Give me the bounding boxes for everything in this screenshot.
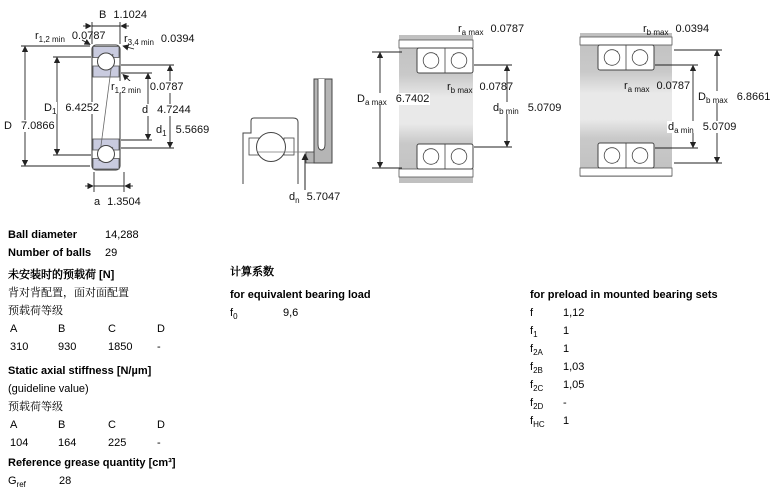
grease-title: Reference grease quantity [cm³] — [8, 457, 176, 469]
spec-column-middle — [230, 263, 430, 322]
dim-label-r34: $r_{3,4 min}$ 0.0394 — [124, 33, 195, 47]
factor-row-fHC — [530, 412, 770, 430]
factor-symbol: $f_{2B}$ — [530, 361, 543, 375]
number-of-balls-label: Number of balls — [8, 247, 92, 259]
factor-symbol: $f_{2D}$ — [530, 397, 544, 411]
dim-label-D: D 7.0866 — [4, 120, 55, 132]
factor-row-f0 — [230, 304, 430, 322]
preload-class-label: 预载荷等级 — [8, 305, 63, 317]
factor-row-f2C — [530, 376, 770, 394]
preload-table-header — [8, 320, 226, 338]
value-cell: 225 — [108, 437, 127, 449]
ball-diameter-label: Ball diameter — [8, 229, 78, 241]
dim-label-ra-max-2: $r_{a max}$ 0.0787 — [624, 80, 691, 94]
dim-label-a: a 1.3504 — [94, 196, 141, 208]
preload-table-values — [8, 338, 226, 356]
dim-label-rb-max-2: $r_{b max}$ 0.0394 — [643, 23, 710, 37]
factor-symbol: f — [530, 307, 534, 319]
value-cell: 1850 — [108, 341, 133, 353]
stiffness-class-label: 预载荷等级 — [8, 401, 63, 413]
number-of-balls-value: 29 — [105, 247, 118, 259]
dim-label-Db-max: $D_{b max}$ 6.8661 — [698, 91, 771, 105]
grease-row — [8, 472, 226, 490]
value-cell: - — [157, 437, 161, 449]
factor-value: 1 — [563, 343, 570, 355]
spec-column-left — [8, 226, 226, 490]
stiffness-table-header — [8, 416, 226, 434]
ball-diameter-value: 14,288 — [105, 229, 139, 241]
set-view-2-drawing — [580, 33, 722, 177]
factor-symbol: $f_1$ — [530, 325, 538, 339]
preload-unmounted-title: 未安装时的预载荷 [N] — [8, 269, 115, 281]
factor-row-f1 — [530, 322, 770, 340]
grease-symbol: $G_{ref}$ — [8, 475, 26, 489]
factor-value: 1,12 — [563, 307, 585, 319]
factor-row-f2B — [530, 358, 770, 376]
factor-symbol: $f_{2A}$ — [530, 343, 543, 357]
factor-value: 1 — [563, 415, 570, 427]
preload-factors-title: for preload in mounted bearing sets — [530, 289, 718, 301]
header-cell: C — [108, 419, 116, 431]
factor-value: 1,05 — [563, 379, 585, 391]
value-cell: 930 — [58, 341, 77, 353]
value-cell: 310 — [10, 341, 29, 353]
header-cell: D — [157, 419, 165, 431]
stiffness-subtitle: (guideline value) — [8, 383, 89, 395]
factor-symbol: $f_0$ — [230, 307, 238, 321]
ball-diameter-row — [8, 226, 226, 244]
set-view-1-drawing — [372, 35, 512, 183]
grease-value: 28 — [59, 475, 72, 487]
equivalent-load-title: for equivalent bearing load — [230, 289, 371, 301]
header-cell: D — [157, 323, 165, 335]
factor-row-f2A — [530, 340, 770, 358]
abutment-drawing — [243, 79, 332, 190]
dim-label-ra-max-1: $r_{a max}$ 0.0787 — [458, 23, 525, 37]
factor-value: - — [563, 397, 567, 409]
value-cell: - — [157, 341, 161, 353]
value-cell: 104 — [10, 437, 29, 449]
factor-row-f2D — [530, 394, 770, 412]
factor-symbol: $f_{2C}$ — [530, 379, 544, 393]
factor-value: 1,03 — [563, 361, 585, 373]
stiffness-table-values — [8, 434, 226, 452]
header-cell: C — [108, 323, 116, 335]
dim-label-dn: $d_n$ 5.7047 — [289, 191, 341, 205]
header-cell: B — [58, 419, 66, 431]
factor-value: 9,6 — [283, 307, 299, 319]
factor-row-f — [530, 304, 770, 322]
header-cell: A — [10, 419, 18, 431]
dim-label-da-min: $d_{a min}$ 5.0709 — [668, 121, 737, 135]
header-cell: A — [10, 323, 18, 335]
dim-label-Da-max: $D_{a max}$ 6.7402 — [357, 93, 430, 107]
header-cell: B — [58, 323, 66, 335]
dim-label-rb-max-1: $r_{b max}$ 0.0787 — [447, 81, 514, 95]
dim-label-r12-inner: $r_{1,2 min}$ 0.0787 — [111, 81, 184, 95]
dim-label-D1: $D_1$ 6.4252 — [44, 102, 100, 116]
preload-unmounted-subtitle: 背对背配置，面对面配置 — [8, 287, 129, 299]
factor-symbol: $f_{HC}$ — [530, 415, 545, 429]
spec-column-right — [530, 286, 770, 430]
dim-label-B: B 1.1024 — [99, 9, 147, 21]
stiffness-title: Static axial stiffness [N/µm] — [8, 365, 152, 377]
factor-value: 1 — [563, 325, 570, 337]
calc-factors-title: 计算系数 — [230, 266, 274, 278]
dim-label-r12-top: $r_{1,2 min}$ 0.0787 — [35, 30, 106, 44]
number-of-balls-row — [8, 244, 226, 262]
dim-label-d1: $d_1$ 5.5669 — [156, 124, 210, 138]
value-cell: 164 — [58, 437, 77, 449]
dim-label-db-min: $d_{b min}$ 5.0709 — [493, 102, 562, 116]
dim-label-d: d 4.7244 — [142, 104, 191, 116]
